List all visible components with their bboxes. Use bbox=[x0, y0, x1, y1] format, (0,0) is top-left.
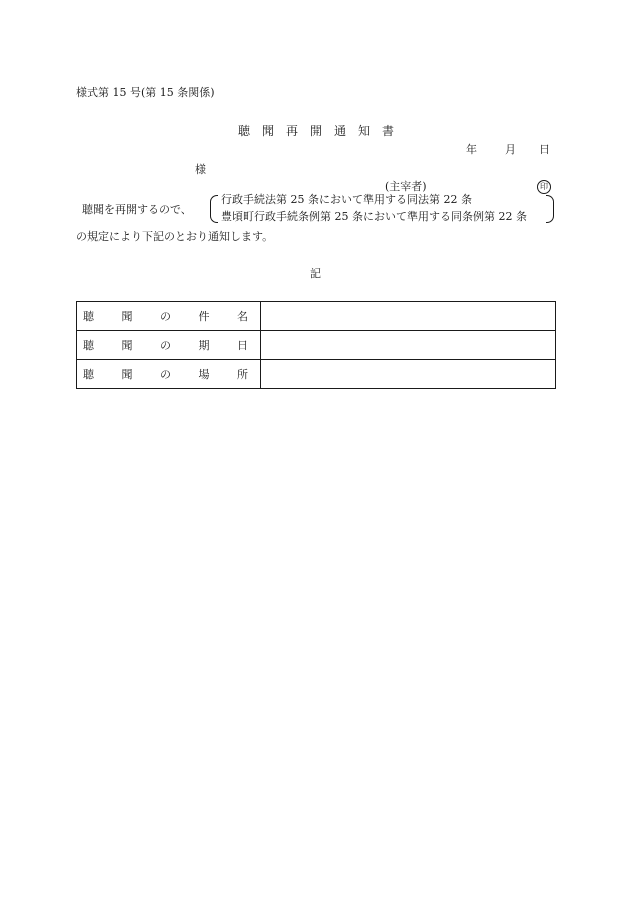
form-number: 様式第 15 号(第 15 条関係) bbox=[76, 86, 215, 99]
presider-label: (主宰者) bbox=[385, 180, 427, 193]
row-label: 聴 聞 の 件 名 bbox=[77, 302, 261, 331]
hearing-details-table bbox=[76, 301, 556, 389]
table-row bbox=[77, 360, 556, 389]
addressee-suffix: 様 bbox=[195, 163, 206, 176]
date-day: 日 bbox=[539, 143, 550, 156]
body-lead: 聴聞を再開するので、 bbox=[82, 203, 192, 216]
row-label: 聴 聞 の 期 日 bbox=[77, 331, 261, 360]
record-heading: 記 bbox=[310, 267, 321, 280]
row-value bbox=[261, 331, 556, 360]
row-value bbox=[261, 302, 556, 331]
date-month: 月 bbox=[505, 143, 516, 156]
law-option-1: 行政手続法第 25 条において準用する同法第 22 条 bbox=[221, 193, 472, 206]
seal-icon: 印 bbox=[537, 180, 551, 194]
row-label: 聴 聞 の 場 所 bbox=[77, 360, 261, 389]
right-brace bbox=[546, 195, 554, 223]
law-option-2: 豊頃町行政手続条例第 25 条において準用する同条例第 22 条 bbox=[221, 210, 527, 223]
table-row bbox=[77, 302, 556, 331]
date-year: 年 bbox=[466, 143, 477, 156]
row-value bbox=[261, 360, 556, 389]
body-closing: の規定により下記のとおり通知します。 bbox=[76, 230, 274, 243]
document-title: 聴 聞 再 開 通 知 書 bbox=[238, 124, 395, 138]
table-row bbox=[77, 331, 556, 360]
left-brace bbox=[210, 195, 218, 223]
